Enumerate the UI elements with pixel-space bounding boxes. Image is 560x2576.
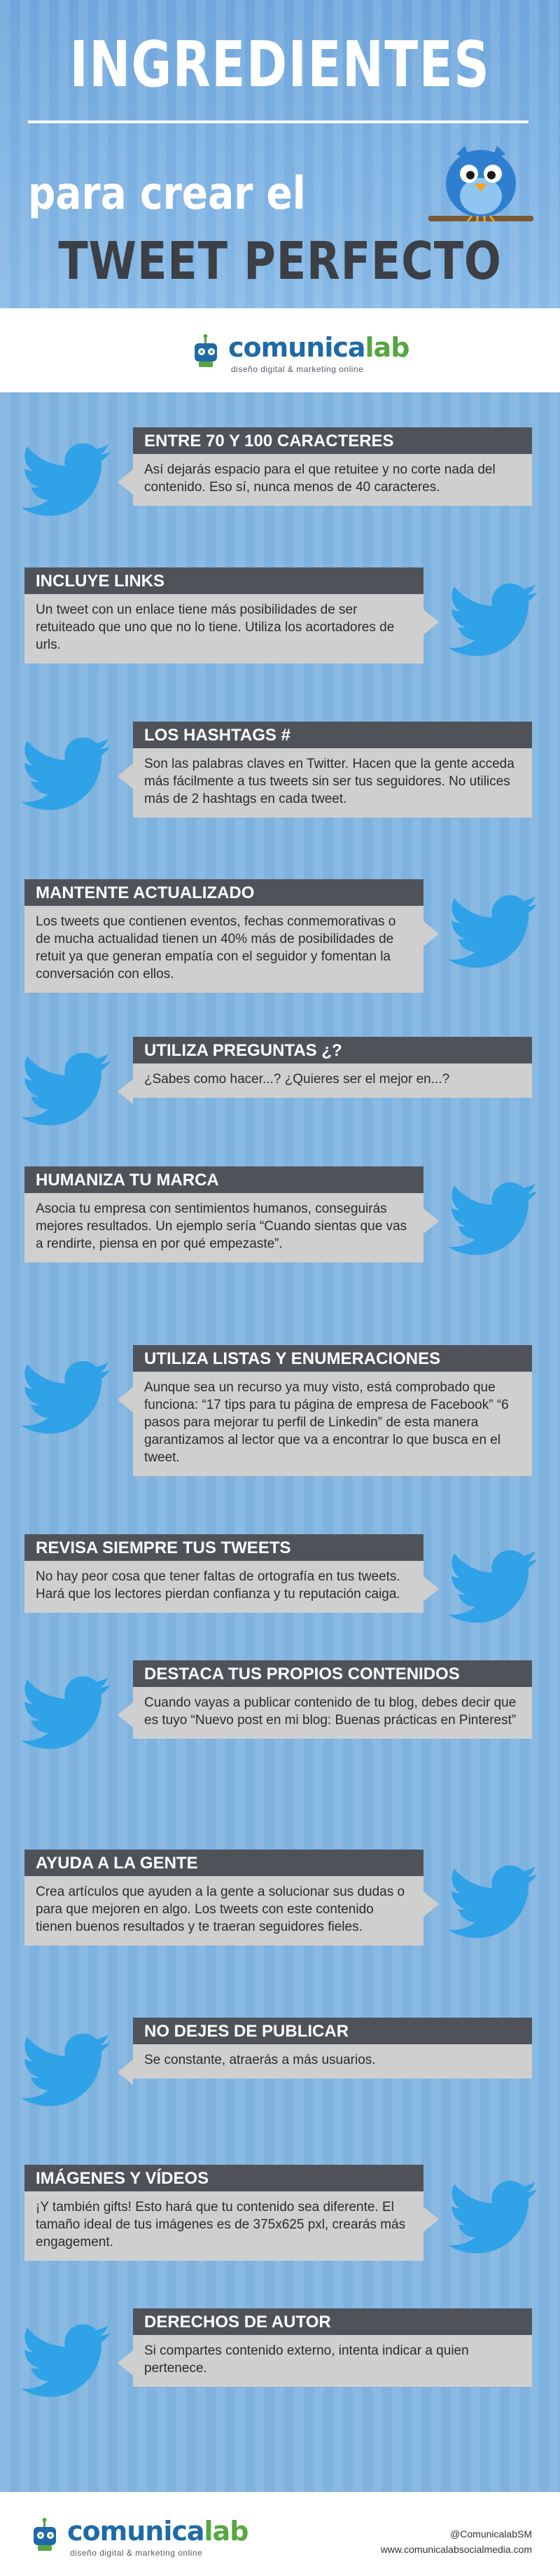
twitter-bird-icon [21, 2033, 112, 2107]
brand-word-comunica: comunica [228, 332, 365, 363]
speech-pointer [424, 609, 439, 635]
brand-word-lab: lab [365, 332, 410, 363]
tip-title: MANTENTE ACTUALIZADO [24, 879, 424, 906]
tip-text: No hay peor cosa que tener faltas de ortografía en tus tweets. Hará que los lectores pierdan confianza y tu reputación caiga. [24, 1561, 424, 1613]
brand-logo [189, 329, 410, 378]
title-tweet-perfecto: TWEET PERFECTO [58, 231, 502, 291]
footer-brand-word-lab: lab [204, 2516, 248, 2547]
tip-title: NO DEJES DE PUBLICAR [133, 2018, 532, 2044]
tip-text: Se constante, atraerás a más usuarios. [133, 2044, 532, 2079]
tip-text: Crea artículos que ayuden a la gente a solucionar sus dudas o para que mejoren en algo. Los tweets con este contenido tienen buenos resultados y te traeran seguidores fieles. [24, 1876, 424, 1945]
tip-text: Asocia tu empresa con sentimientos humanos, conseguirás mejores resultados. Un ejemplo sería “Cuando sientas que vas a rendirte, piensa en por qué empezaste”. [24, 1193, 424, 1262]
robot-logo-icon [189, 333, 225, 370]
tip-title: UTILIZA LISTAS Y ENUMERACIONES [133, 1345, 532, 1372]
tip-text: ¡Y también gifts! Esto hará que tu contenido sea diferente. El tamaño ideal de tus imágenes es de 375x625 pxl, crearás más engagement. [24, 2191, 424, 2261]
twitter-bird-icon [21, 1052, 112, 1127]
twitter-bird-icon [21, 2324, 112, 2398]
tip-title: ENTRE 70 Y 100 CARACTERES [133, 427, 532, 454]
tip-text: Cuando vayas a publicar contenido de tu blog, debes decir que es tuyo “Nuevo post en mi blog: Buenas prácticas en Pinterest” [133, 1687, 532, 1739]
website-link[interactable]: www.comunicalabsocialmedia.com [380, 2544, 532, 2555]
speech-pointer [118, 764, 133, 789]
speech-pointer [424, 2207, 439, 2232]
footer-contact [381, 2526, 532, 2557]
twitter-bird-icon [21, 443, 112, 517]
footer-brand-wordmark [67, 2516, 248, 2547]
tip-title: DESTACA TUS PROPIOS CONTENIDOS [133, 1660, 532, 1687]
tip-text: Los tweets que contienen eventos, fechas conmemorativas o de mucha actualidad tienen un 40% más de posibilidades de retuit ya que generan empatía con el seguidor y fomentan la conversación con ellos. [24, 906, 424, 993]
twitter-bird-icon [448, 1182, 539, 1256]
footer-brand-tagline: diseño digital & marketing online [70, 2548, 203, 2558]
speech-pointer [118, 2350, 133, 2376]
tip-text: Así dejarás espacio para el que retuitee y no corte nada del contenido. Eso sí, nunca menos de 40 caracteres. [133, 454, 532, 506]
twitter-handle-link[interactable]: @ComunicalabSM [450, 2528, 532, 2540]
speech-pointer [424, 921, 439, 946]
tip-card [133, 2018, 532, 2079]
tip-text: Aunque sea un recurso ya muy visto, está comprobado que funciona: “17 tips para tu página de empresa de Facebook” “6 pasos para mejorar tu perfil de Linkedin” de esta manera garantizamos al lector que va a encontrar lo que busca en el tweet. [133, 1372, 532, 1476]
twitter-bird-icon [448, 895, 539, 969]
tip-title: REVISA SIEMPRE TUS TWEETS [24, 1534, 424, 1561]
speech-pointer [424, 1892, 439, 1917]
tip-text: ¿Sabes como hacer...? ¿Quieres ser el mejor en...? [133, 1063, 532, 1098]
tip-title: DERECHOS DE AUTOR [133, 2308, 532, 2335]
speech-pointer [118, 1702, 133, 1728]
twitter-bird-mascot-icon [428, 133, 533, 231]
header-banner [0, 0, 560, 308]
tip-title: AYUDA A LA GENTE [24, 1850, 424, 1876]
tip-card [133, 1660, 532, 1739]
title-divider [28, 120, 528, 123]
tip-card [133, 427, 532, 506]
tip-title: IMÁGENES Y VÍDEOS [24, 2165, 424, 2191]
title-ingredientes: INGREDIENTES [69, 28, 491, 102]
twitter-bird-icon [21, 1361, 112, 1435]
title-para-crear: para crear el [28, 168, 306, 220]
twitter-bird-icon [21, 1676, 112, 1750]
brand-tagline: diseño digital & marketing online [231, 364, 364, 374]
speech-pointer [424, 1576, 439, 1602]
tip-card [24, 1534, 424, 1613]
tip-title: INCLUYE LINKS [24, 567, 424, 594]
tip-card [24, 567, 424, 663]
twitter-bird-icon [448, 2180, 539, 2254]
tip-card [24, 1166, 424, 1262]
twitter-bird-icon [21, 737, 112, 811]
twitter-bird-icon [448, 583, 539, 657]
twitter-bird-icon [448, 1550, 539, 1624]
robot-logo-icon [28, 2517, 64, 2554]
tip-title: HUMANIZA TU MARCA [24, 1166, 424, 1193]
speech-pointer [424, 1208, 439, 1234]
tip-card [133, 2308, 532, 2387]
tip-text: Son las palabras claves en Twitter. Hacen que la gente acceda más fácilmente a tus tweets sin ser tus seguidores. No utilices más de 2 hashtags en cada tweet. [133, 748, 532, 818]
tip-card [133, 1037, 532, 1098]
footer-brand-word-comunica: comunica [67, 2516, 204, 2547]
tip-text: Si compartes contenido externo, intenta indicar a quien pertenece. [133, 2335, 532, 2387]
speech-pointer [118, 1079, 133, 1104]
speech-pointer [118, 469, 133, 495]
tip-card [133, 722, 532, 818]
brand-wordmark [228, 332, 409, 363]
tip-title: LOS HASHTAGS # [133, 722, 532, 748]
footer-brand-logo [28, 2513, 248, 2562]
tip-text: Un tweet con un enlace tiene más posibilidades de ser retuiteado que uno que no lo tiene. Utiliza los acortadores de urls. [24, 594, 424, 663]
speech-pointer [118, 1387, 133, 1412]
tip-card [24, 879, 424, 993]
tip-card [133, 1345, 532, 1476]
tip-card [24, 1850, 424, 1945]
twitter-bird-icon [448, 1865, 539, 1939]
speech-pointer [118, 2060, 133, 2085]
tip-title: UTILIZA PREGUNTAS ¿? [133, 1037, 532, 1063]
tip-card [24, 2165, 424, 2261]
